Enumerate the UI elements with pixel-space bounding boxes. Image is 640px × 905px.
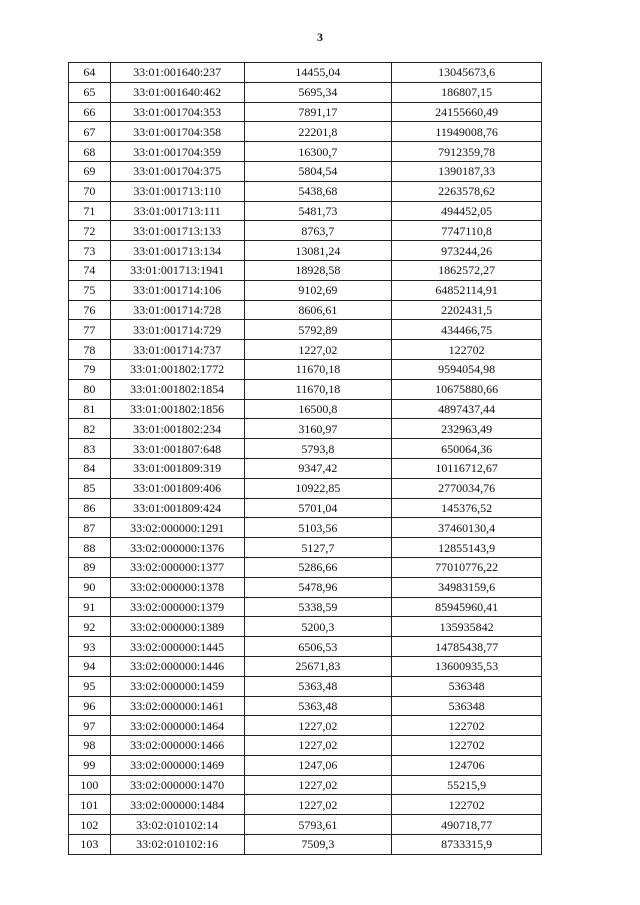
area-value: 11670,18	[244, 379, 392, 399]
area-value: 16500,8	[244, 399, 392, 419]
table-row	[69, 260, 542, 280]
cost-value: 77010776,22	[392, 557, 542, 577]
area-value: 14455,04	[244, 63, 392, 83]
area-value: 9347,42	[244, 458, 392, 478]
table-row	[69, 82, 542, 102]
area-value: 1247,06	[244, 755, 392, 775]
table-row	[69, 518, 542, 538]
cadastral-number: 33:02:000000:1389	[110, 617, 244, 637]
row-number: 101	[69, 795, 111, 815]
area-value: 5103,56	[244, 518, 392, 538]
row-number: 76	[69, 300, 111, 320]
cost-value: 650064,36	[392, 439, 542, 459]
cost-value: 536348	[392, 676, 542, 696]
area-value: 5438,68	[244, 181, 392, 201]
row-number: 80	[69, 379, 111, 399]
table-row	[69, 538, 542, 558]
row-number: 72	[69, 221, 111, 241]
table-row	[69, 300, 542, 320]
area-value: 6506,53	[244, 637, 392, 657]
row-number: 94	[69, 656, 111, 676]
area-value: 1227,02	[244, 736, 392, 756]
cost-value: 124706	[392, 755, 542, 775]
row-number: 70	[69, 181, 111, 201]
cost-value: 13045673,6	[392, 63, 542, 83]
table-row	[69, 557, 542, 577]
row-number: 96	[69, 696, 111, 716]
cadastral-number: 33:02:000000:1378	[110, 577, 244, 597]
row-number: 74	[69, 260, 111, 280]
cadastral-number: 33:01:001807:648	[110, 439, 244, 459]
row-number: 93	[69, 637, 111, 657]
cadastral-number: 33:02:000000:1464	[110, 716, 244, 736]
area-value: 7509,3	[244, 835, 392, 855]
table-row	[69, 359, 542, 379]
area-value: 18928,58	[244, 260, 392, 280]
row-number: 100	[69, 775, 111, 795]
parcel-table-body	[69, 63, 542, 855]
cost-value: 12855143,9	[392, 538, 542, 558]
cost-value: 122702	[392, 340, 542, 360]
cadastral-number: 33:01:001713:134	[110, 241, 244, 261]
table-row	[69, 775, 542, 795]
row-number: 75	[69, 280, 111, 300]
row-number: 84	[69, 458, 111, 478]
cost-value: 1862572,27	[392, 260, 542, 280]
row-number: 99	[69, 755, 111, 775]
row-number: 67	[69, 122, 111, 142]
cost-value: 11949008,76	[392, 122, 542, 142]
area-value: 1227,02	[244, 795, 392, 815]
cost-value: 7747110,8	[392, 221, 542, 241]
cadastral-number: 33:01:001713:110	[110, 181, 244, 201]
cadastral-number: 33:02:000000:1469	[110, 755, 244, 775]
cadastral-number: 33:01:001704:353	[110, 102, 244, 122]
cost-value: 8733315,9	[392, 835, 542, 855]
cadastral-number: 33:01:001809:319	[110, 458, 244, 478]
table-row	[69, 280, 542, 300]
table-row	[69, 815, 542, 835]
cost-value: 2263578,62	[392, 181, 542, 201]
cadastral-number: 33:02:010102:14	[110, 815, 244, 835]
cost-value: 7912359,78	[392, 142, 542, 162]
row-number: 98	[69, 736, 111, 756]
cadastral-number: 33:02:000000:1291	[110, 518, 244, 538]
table-row	[69, 498, 542, 518]
area-value: 1227,02	[244, 775, 392, 795]
table-row	[69, 835, 542, 855]
row-number: 90	[69, 577, 111, 597]
cost-value: 1390187,33	[392, 161, 542, 181]
cost-value: 973244,26	[392, 241, 542, 261]
table-row	[69, 419, 542, 439]
row-number: 88	[69, 538, 111, 558]
cadastral-number: 33:02:000000:1470	[110, 775, 244, 795]
table-row	[69, 122, 542, 142]
row-number: 78	[69, 340, 111, 360]
area-value: 1227,02	[244, 716, 392, 736]
cadastral-number: 33:01:001809:424	[110, 498, 244, 518]
cost-value: 2202431,5	[392, 300, 542, 320]
area-value: 3160,97	[244, 419, 392, 439]
table-row	[69, 63, 542, 83]
table-row	[69, 716, 542, 736]
area-value: 25671,83	[244, 656, 392, 676]
table-row	[69, 676, 542, 696]
cadastral-number: 33:02:000000:1445	[110, 637, 244, 657]
row-number: 102	[69, 815, 111, 835]
cost-value: 34983159,6	[392, 577, 542, 597]
row-number: 103	[69, 835, 111, 855]
cost-value: 434466,75	[392, 320, 542, 340]
row-number: 97	[69, 716, 111, 736]
cadastral-number: 33:01:001714:737	[110, 340, 244, 360]
area-value: 10922,85	[244, 478, 392, 498]
page-number: 3	[317, 30, 323, 44]
row-number: 68	[69, 142, 111, 162]
table-row	[69, 181, 542, 201]
cost-value: 490718,77	[392, 815, 542, 835]
row-number: 85	[69, 478, 111, 498]
row-number: 66	[69, 102, 111, 122]
table-row	[69, 379, 542, 399]
row-number: 71	[69, 201, 111, 221]
table-row	[69, 201, 542, 221]
cost-value: 135935842	[392, 617, 542, 637]
row-number: 82	[69, 419, 111, 439]
table-row	[69, 597, 542, 617]
area-value: 22201,8	[244, 122, 392, 142]
row-number: 87	[69, 518, 111, 538]
cadastral-number: 33:01:001704:358	[110, 122, 244, 142]
cadastral-number: 33:01:001714:728	[110, 300, 244, 320]
area-value: 5363,48	[244, 696, 392, 716]
area-value: 5200,3	[244, 617, 392, 637]
area-value: 5481,73	[244, 201, 392, 221]
table-row	[69, 617, 542, 637]
cost-value: 10675880,66	[392, 379, 542, 399]
area-value: 5363,48	[244, 676, 392, 696]
table-row	[69, 795, 542, 815]
table-row	[69, 340, 542, 360]
cadastral-number: 33:01:001802:1854	[110, 379, 244, 399]
area-value: 7891,17	[244, 102, 392, 122]
cost-value: 232963,49	[392, 419, 542, 439]
area-value: 16300,7	[244, 142, 392, 162]
cadastral-number: 33:01:001809:406	[110, 478, 244, 498]
row-number: 95	[69, 676, 111, 696]
table-row	[69, 656, 542, 676]
row-number: 92	[69, 617, 111, 637]
area-value: 5127,7	[244, 538, 392, 558]
cost-value: 122702	[392, 736, 542, 756]
cadastral-number: 33:01:001713:111	[110, 201, 244, 221]
row-number: 69	[69, 161, 111, 181]
area-value: 9102,69	[244, 280, 392, 300]
area-value: 8763,7	[244, 221, 392, 241]
cost-value: 64852114,91	[392, 280, 542, 300]
row-number: 64	[69, 63, 111, 83]
table-row	[69, 221, 542, 241]
cost-value: 536348	[392, 696, 542, 716]
row-number: 65	[69, 82, 111, 102]
area-value: 5793,61	[244, 815, 392, 835]
cadastral-number: 33:01:001714:729	[110, 320, 244, 340]
cost-value: 145376,52	[392, 498, 542, 518]
area-value: 5804,54	[244, 161, 392, 181]
cadastral-number: 33:01:001704:375	[110, 161, 244, 181]
cadastral-number: 33:02:000000:1376	[110, 538, 244, 558]
cadastral-number: 33:01:001802:1772	[110, 359, 244, 379]
area-value: 5793,8	[244, 439, 392, 459]
table-row	[69, 241, 542, 261]
area-value: 5701,04	[244, 498, 392, 518]
area-value: 8606,61	[244, 300, 392, 320]
cost-value: 13600935,53	[392, 656, 542, 676]
table-row	[69, 478, 542, 498]
cost-value: 24155660,49	[392, 102, 542, 122]
area-value: 5792,89	[244, 320, 392, 340]
cost-value: 122702	[392, 716, 542, 736]
parcel-table	[68, 62, 542, 855]
area-value: 1227,02	[244, 340, 392, 360]
area-value: 5695,34	[244, 82, 392, 102]
table-row	[69, 577, 542, 597]
cost-value: 9594054,98	[392, 359, 542, 379]
cost-value: 14785438,77	[392, 637, 542, 657]
table-row	[69, 102, 542, 122]
area-value: 5338,59	[244, 597, 392, 617]
row-number: 79	[69, 359, 111, 379]
table-row	[69, 736, 542, 756]
cost-value: 186807,15	[392, 82, 542, 102]
area-value: 5478,96	[244, 577, 392, 597]
table-row	[69, 320, 542, 340]
cadastral-number: 33:01:001640:237	[110, 63, 244, 83]
row-number: 81	[69, 399, 111, 419]
area-value: 13081,24	[244, 241, 392, 261]
cadastral-number: 33:02:000000:1466	[110, 736, 244, 756]
cost-value: 122702	[392, 795, 542, 815]
cadastral-number: 33:01:001713:1941	[110, 260, 244, 280]
cost-value: 37460130,4	[392, 518, 542, 538]
table-row	[69, 439, 542, 459]
table-row	[69, 161, 542, 181]
table-row	[69, 142, 542, 162]
cadastral-number: 33:02:000000:1484	[110, 795, 244, 815]
cadastral-number: 33:02:000000:1379	[110, 597, 244, 617]
cadastral-number: 33:01:001802:1856	[110, 399, 244, 419]
cadastral-number: 33:02:000000:1446	[110, 656, 244, 676]
cost-value: 10116712,67	[392, 458, 542, 478]
cadastral-number: 33:01:001640:462	[110, 82, 244, 102]
cadastral-number: 33:01:001802:234	[110, 419, 244, 439]
cost-value: 2770034,76	[392, 478, 542, 498]
cost-value: 85945960,41	[392, 597, 542, 617]
row-number: 83	[69, 439, 111, 459]
table-row	[69, 755, 542, 775]
area-value: 5286,66	[244, 557, 392, 577]
table-row	[69, 637, 542, 657]
cadastral-number: 33:02:000000:1461	[110, 696, 244, 716]
cost-value: 494452,05	[392, 201, 542, 221]
area-value: 11670,18	[244, 359, 392, 379]
row-number: 91	[69, 597, 111, 617]
cadastral-number: 33:02:010102:16	[110, 835, 244, 855]
cost-value: 55215,9	[392, 775, 542, 795]
cadastral-number: 33:01:001704:359	[110, 142, 244, 162]
table-row	[69, 399, 542, 419]
row-number: 73	[69, 241, 111, 261]
row-number: 86	[69, 498, 111, 518]
row-number: 77	[69, 320, 111, 340]
cadastral-number: 33:01:001713:133	[110, 221, 244, 241]
cadastral-number: 33:02:000000:1459	[110, 676, 244, 696]
cadastral-number: 33:02:000000:1377	[110, 557, 244, 577]
cost-value: 4897437,44	[392, 399, 542, 419]
cadastral-number: 33:01:001714:106	[110, 280, 244, 300]
row-number: 89	[69, 557, 111, 577]
table-row	[69, 696, 542, 716]
table-row	[69, 458, 542, 478]
